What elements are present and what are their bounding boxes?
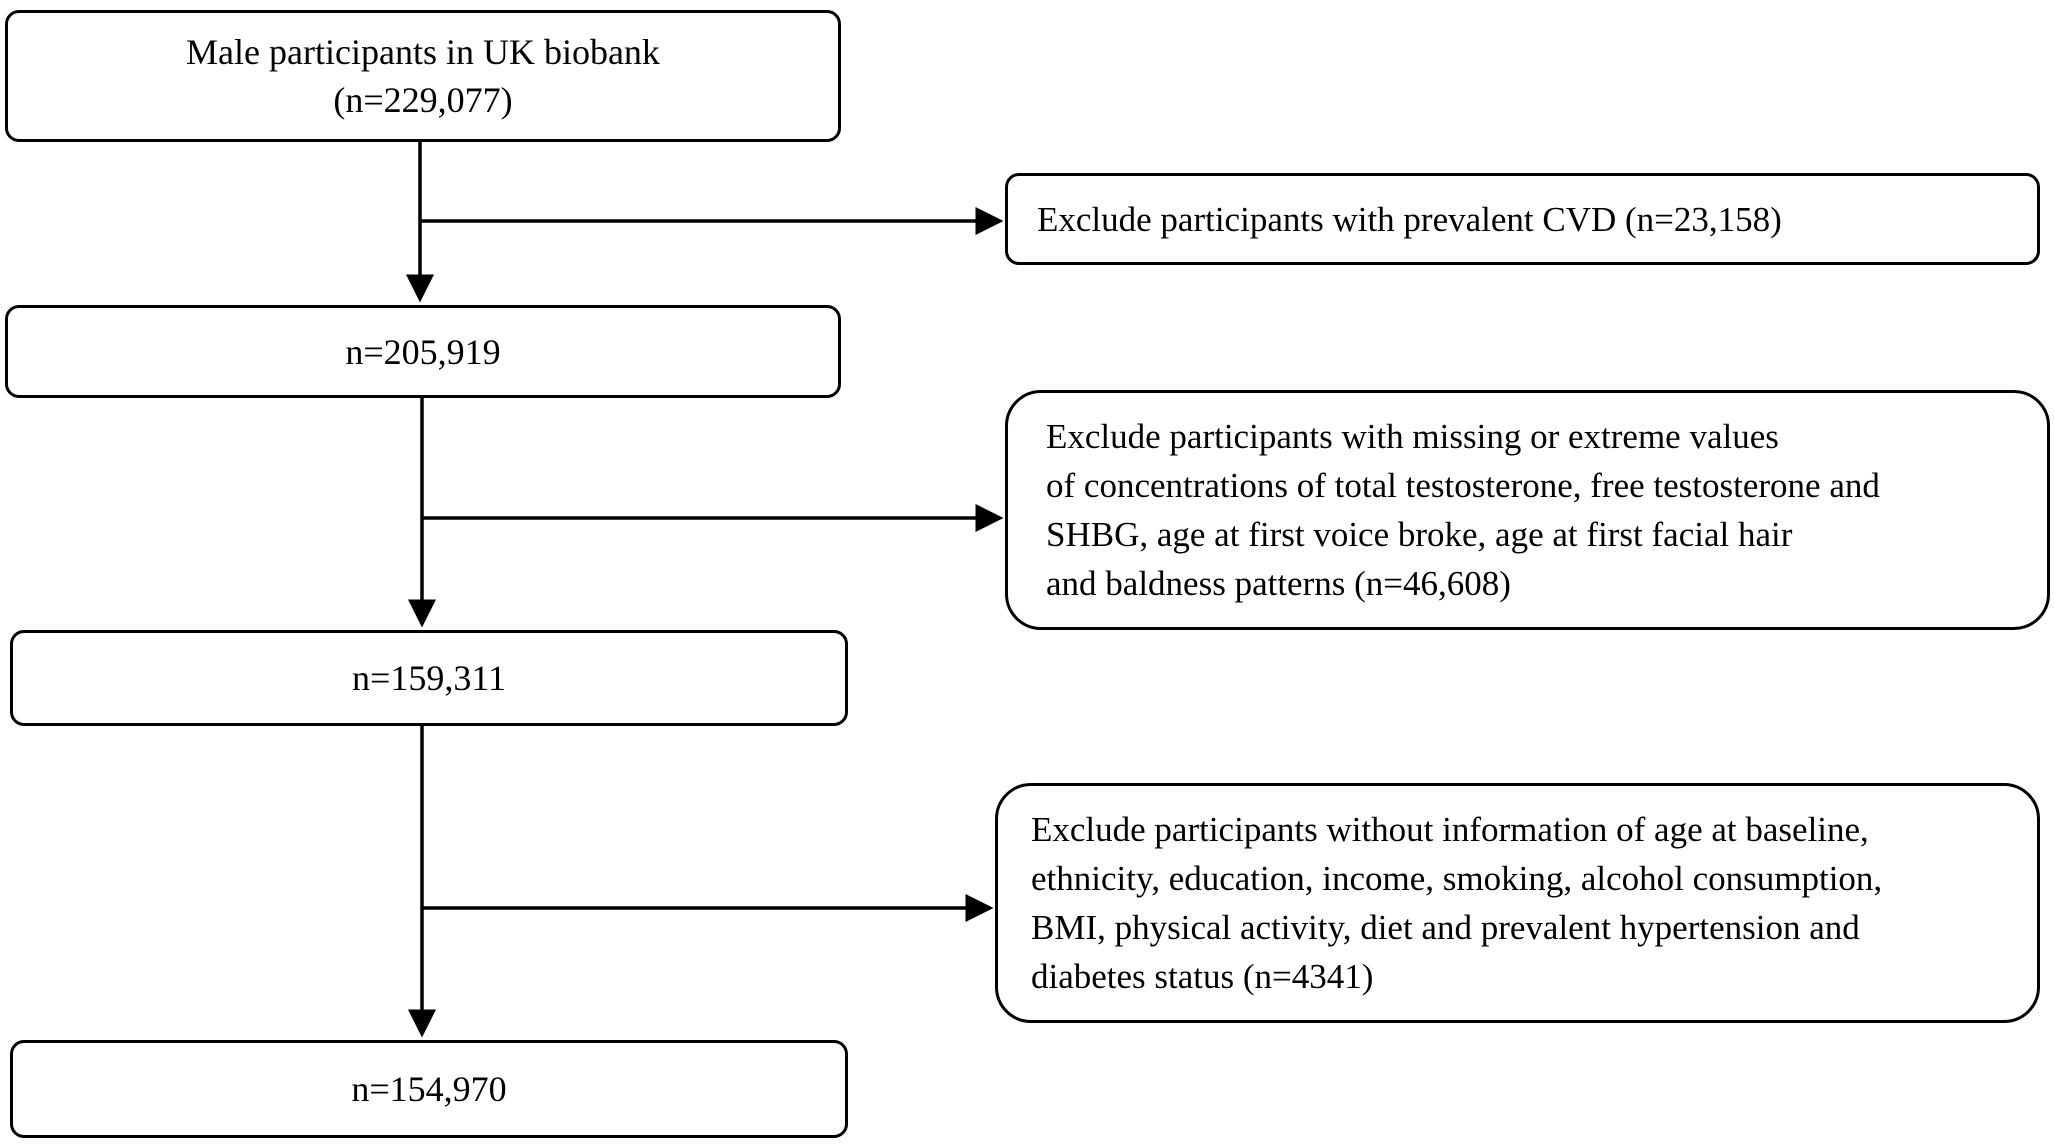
exclusion-line: of concentrations of total testosterone, free testosterone and xyxy=(1046,466,1880,505)
step-box-after-cvd xyxy=(5,305,841,398)
exclusion-line: Exclude participants with missing or extreme values xyxy=(1046,417,1779,456)
exclusion-box-covariates xyxy=(995,783,2040,1023)
exclusion-box-cvd xyxy=(1005,173,2040,265)
step-count: n=205,919 xyxy=(345,331,501,372)
step-label: Male participants in UK biobank xyxy=(186,32,660,72)
exclusion-line: Exclude participants without information of age at baseline, xyxy=(1031,810,1869,849)
exclusion-line: Exclude participants with prevalent CVD (n=23,158) xyxy=(1037,199,1782,239)
step-box-after-missing xyxy=(10,630,848,726)
exclusion-line: and baldness patterns (n=46,608) xyxy=(1046,564,1511,603)
step-count: (n=229,077) xyxy=(333,80,513,120)
exclusion-line: diabetes status (n=4341) xyxy=(1031,957,1374,996)
exclusion-box-hormones xyxy=(1005,390,2050,630)
exclusion-line: BMI, physical activity, diet and prevalent hypertension and xyxy=(1031,908,1860,947)
exclusion-line: ethnicity, education, income, smoking, alcohol consumption, xyxy=(1031,859,1883,898)
step-count: n=159,311 xyxy=(352,658,506,698)
step-box-final xyxy=(10,1040,848,1138)
step-box-initial xyxy=(5,10,841,142)
exclusion-line: SHBG, age at first voice broke, age at first facial hair xyxy=(1046,515,1793,554)
step-count: n=154,970 xyxy=(351,1069,507,1109)
